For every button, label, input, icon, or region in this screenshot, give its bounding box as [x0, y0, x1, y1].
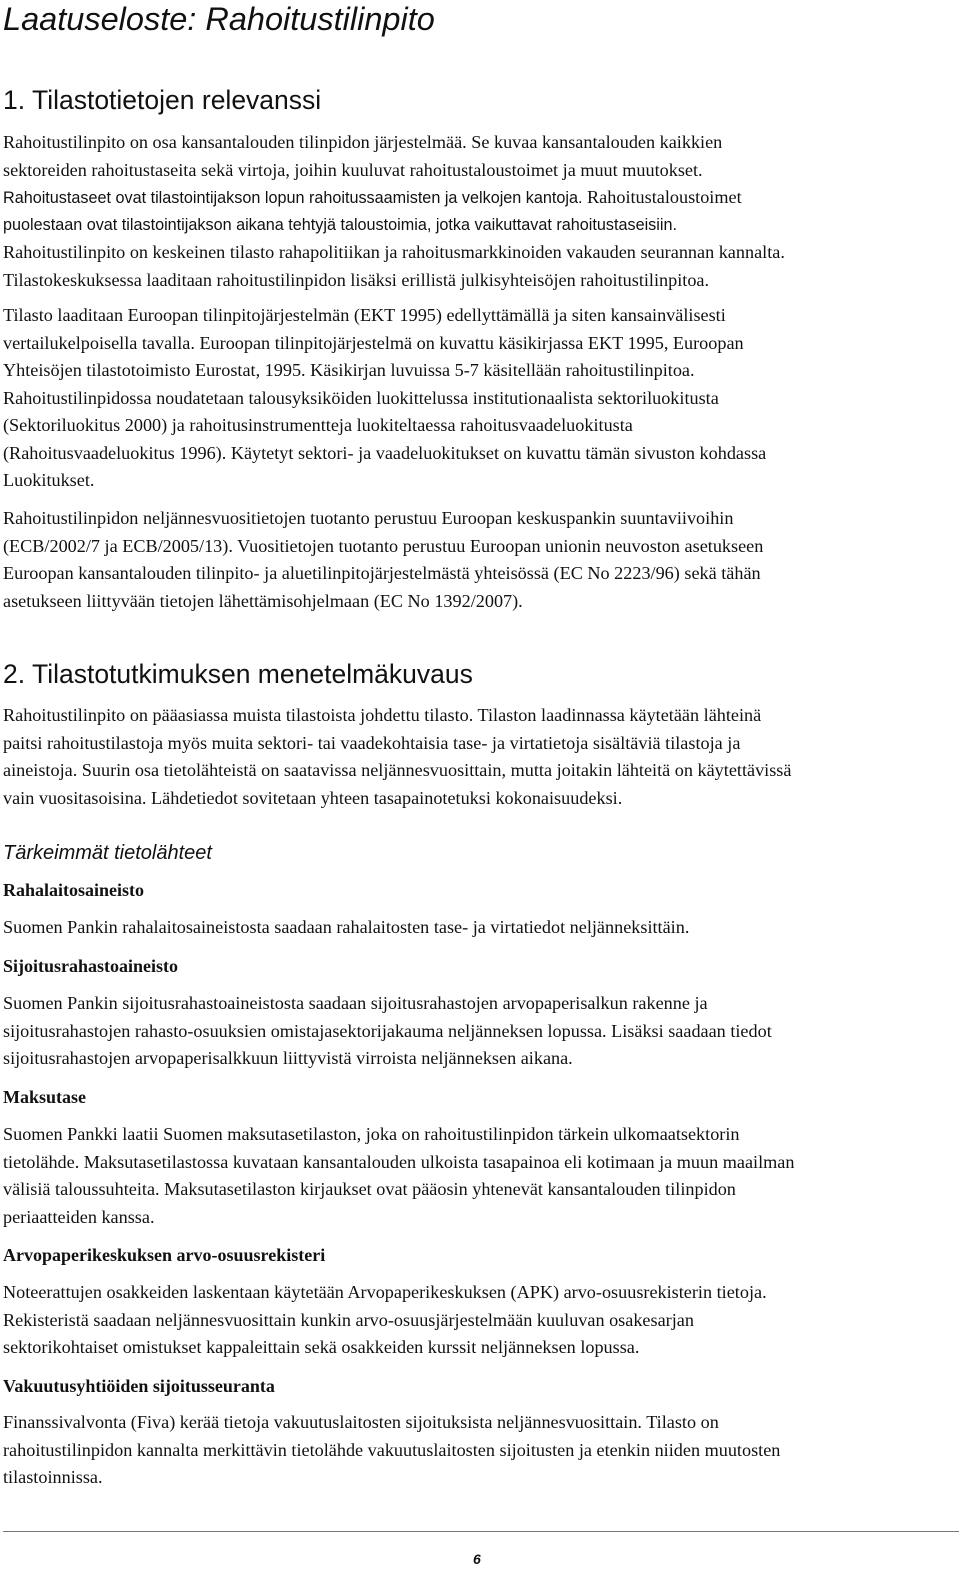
- text-line: Euroopan kansantalouden tilinpito- ja aluetilinpitojärjestelmästä yhteisössä (EC No 2223/96) sekä tähän: [3, 563, 761, 583]
- text-line: Rekisteristä saadaan neljännesvuosittain kunkin arvo-osuusjärjestelmään kuuluvan osakesarjan: [3, 1309, 694, 1330]
- source-description: [3, 990, 959, 1073]
- text-line: tilastoinnissa.: [3, 1467, 103, 1487]
- source-description: [3, 914, 959, 942]
- text-line: Tilasto laaditaan Euroopan tilinpitojärjestelmän (EKT 1995) edellyttämällä ja siten kansainvälisesti: [3, 305, 726, 325]
- page-number: 6: [473, 1551, 481, 1567]
- text-line: Luokitukset.: [3, 470, 95, 490]
- methodology-paragraph: [3, 702, 959, 812]
- text-line: (Rahoitusvaadeluokitus 1996). Käytetyt sektori- ja vaadeluokitukset on kuvattu tämän sivuston kohdassa: [3, 442, 767, 463]
- sources-heading: Tärkeimmät tietolähteet: [3, 842, 212, 864]
- text-line: vertailukelpoisella tavalla. Euroopan tilinpitojärjestelmä on kuvattu käsikirjassa EKT 1995, Euroopan: [3, 332, 744, 353]
- text-line: puolestaan ovat tilastointijakson aikana tehtyjä taloustoimia, jotka vaikuttavat rahoitustaseisiin.: [3, 215, 677, 234]
- section-heading-relevance: 1. Tilastotietojen relevanssi: [3, 85, 322, 115]
- footer-divider: [3, 1531, 959, 1532]
- source-title: Rahalaitosaineisto: [3, 880, 145, 900]
- text-line: Rahoitustilinpito on pääasiassa muista tilastoista johdettu tilasto. Tilaston laadinnassa käytetään lähteinä: [3, 705, 762, 725]
- source-title: Vakuutusyhtiöiden sijoitusseuranta: [3, 1376, 275, 1396]
- text-line: (ECB/2002/7 ja ECB/2005/13). Vuositietojen tuotanto perustuu Euroopan unionin neuvoston asetukseen: [3, 535, 764, 556]
- text-line: asetukseen liittyvään tietojen lähettämisohjelmaan (EC No 1392/2007).: [3, 590, 523, 611]
- text-line: (Sektoriluokitus 2000) ja rahoitusinstrumentteja luokiteltaessa rahoitusvaadeluokitusta: [3, 415, 633, 435]
- text-line: Rahoitustilinpidossa noudatetaan talousyksiköiden luokittelussa institutionaalista sektoriluokitusta: [3, 387, 719, 408]
- document-title: Laatuseloste: Rahoitustilinpito: [3, 1, 435, 37]
- text-line: vain vuositasoisina. Lähdetiedot sovitetaan yhteen tasapainotetuksi kokonaisuudeksi.: [3, 787, 623, 808]
- text-line: Rahoitustilinpito on osa kansantalouden tilinpidon järjestelmää. Se kuvaa kansantalouden kaikkien: [3, 132, 723, 152]
- text-span: Rahoitustaloustoimet: [582, 187, 742, 207]
- source-title: Maksutase: [3, 1087, 87, 1107]
- section-heading-methodology: 2. Tilastotutkimuksen menetelmäkuvaus: [3, 659, 473, 689]
- text-line: välisiä taloussuhteita. Maksutasetilaston kirjaukset ovat pääosin yhtenevät kansantalouden tilinpidon: [3, 1179, 736, 1199]
- text-span: Rahoitustaseet ovat tilastointijakson lopun rahoitussaamisten ja velkojen kantoja.: [3, 189, 583, 207]
- text-line: Rahoitustilinpito on keskeinen tilasto rahapolitiikan ja rahoitusmarkkinoiden vakauden seurannan kannalta.: [3, 242, 785, 262]
- text-line: Rahoitustilinpidon neljännesvuositietojen tuotanto perustuu Euroopan keskuspankin suuntaviivoihin: [3, 508, 734, 528]
- text-line: periaatteiden kanssa.: [3, 1206, 155, 1227]
- framework-paragraph: [3, 302, 959, 495]
- source-title: Sijoitusrahastoaineisto: [3, 956, 179, 976]
- relevance-paragraph: [3, 129, 959, 294]
- text-line: [3, 184, 959, 212]
- text-line: Yhteisöjen tilastotoimisto Eurostat, 1995. Käsikirjan luvuissa 5-7 käsitellään rahoitustilinpitoa.: [3, 360, 695, 380]
- source-title: Arvopaperikeskuksen arvo-osuusrekisteri: [3, 1245, 326, 1265]
- source-description: [3, 1279, 959, 1362]
- production-paragraph: [3, 505, 959, 615]
- text-line: Suomen Pankki laatii Suomen maksutasetilaston, joka on rahoitustilinpidon tärkein ulkomaatsektorin: [3, 1124, 740, 1144]
- text-line: aineistoja. Suurin osa tietolähteistä on saatavissa neljännesvuosittain, mutta joitakin lähteitä on käytettävissä: [3, 760, 792, 780]
- text-line: paitsi rahoitustilastoja myös muita sektori- tai vaadekohtaisia tase- ja virtatietoja sisältäviä tilastoja ja: [3, 732, 741, 753]
- source-description: [3, 1409, 959, 1492]
- text-line: Suomen Pankin sijoitusrahastoaineistosta saadaan sijoitusrahastojen arvopaperisalkun rakenne ja: [3, 993, 708, 1013]
- source-description: [3, 1121, 959, 1231]
- text-line: sijoitusrahastojen arvopaperisalkkuun liittyvistä virroista neljänneksen aikana.: [3, 1048, 573, 1068]
- text-line: sektoreiden rahoitustaseita sekä virtoja, joihin kuuluvat rahoitustaloustoimet ja muut muutokset.: [3, 159, 703, 180]
- text-line: tietolähde. Maksutasetilastossa kuvataan kansantalouden ulkoista tasapainoa eli kotimaan ja muun maailman: [3, 1151, 795, 1172]
- text-line: Finanssivalvonta (Fiva) kerää tietoja vakuutuslaitosten sijoituksista neljännesvuosittain. Tilasto on: [3, 1412, 719, 1432]
- text-line: sektorikohtaiset omistukset kappaleittain sekä osakkeiden kurssit neljänneksen lopussa.: [3, 1337, 640, 1357]
- text-line: Noteerattujen osakkeiden laskentaan käytetään Arvopaperikeskuksen (APK) arvo-osuusrekisterin tietoja.: [3, 1282, 767, 1302]
- text-line: rahoitustilinpidon kannalta merkittävin tietolähde vakuutuslaitosten sijoitusten ja etenkin niiden muutosten: [3, 1439, 781, 1460]
- text-line: Tilastokeskuksessa laaditaan rahoitustilinpidon lisäksi erillistä julkisyhteisöjen rahoitustilinpitoa.: [3, 269, 710, 290]
- text-line: sijoitusrahastojen rahasto-osuuksien omistajasektorijakauma neljänneksen lopussa. Lisäksi saadaan tiedot: [3, 1020, 772, 1041]
- text-line: Suomen Pankin rahalaitosaineistosta saadaan rahalaitosten tase- ja virtatiedot neljänneksittäin.: [3, 917, 690, 937]
